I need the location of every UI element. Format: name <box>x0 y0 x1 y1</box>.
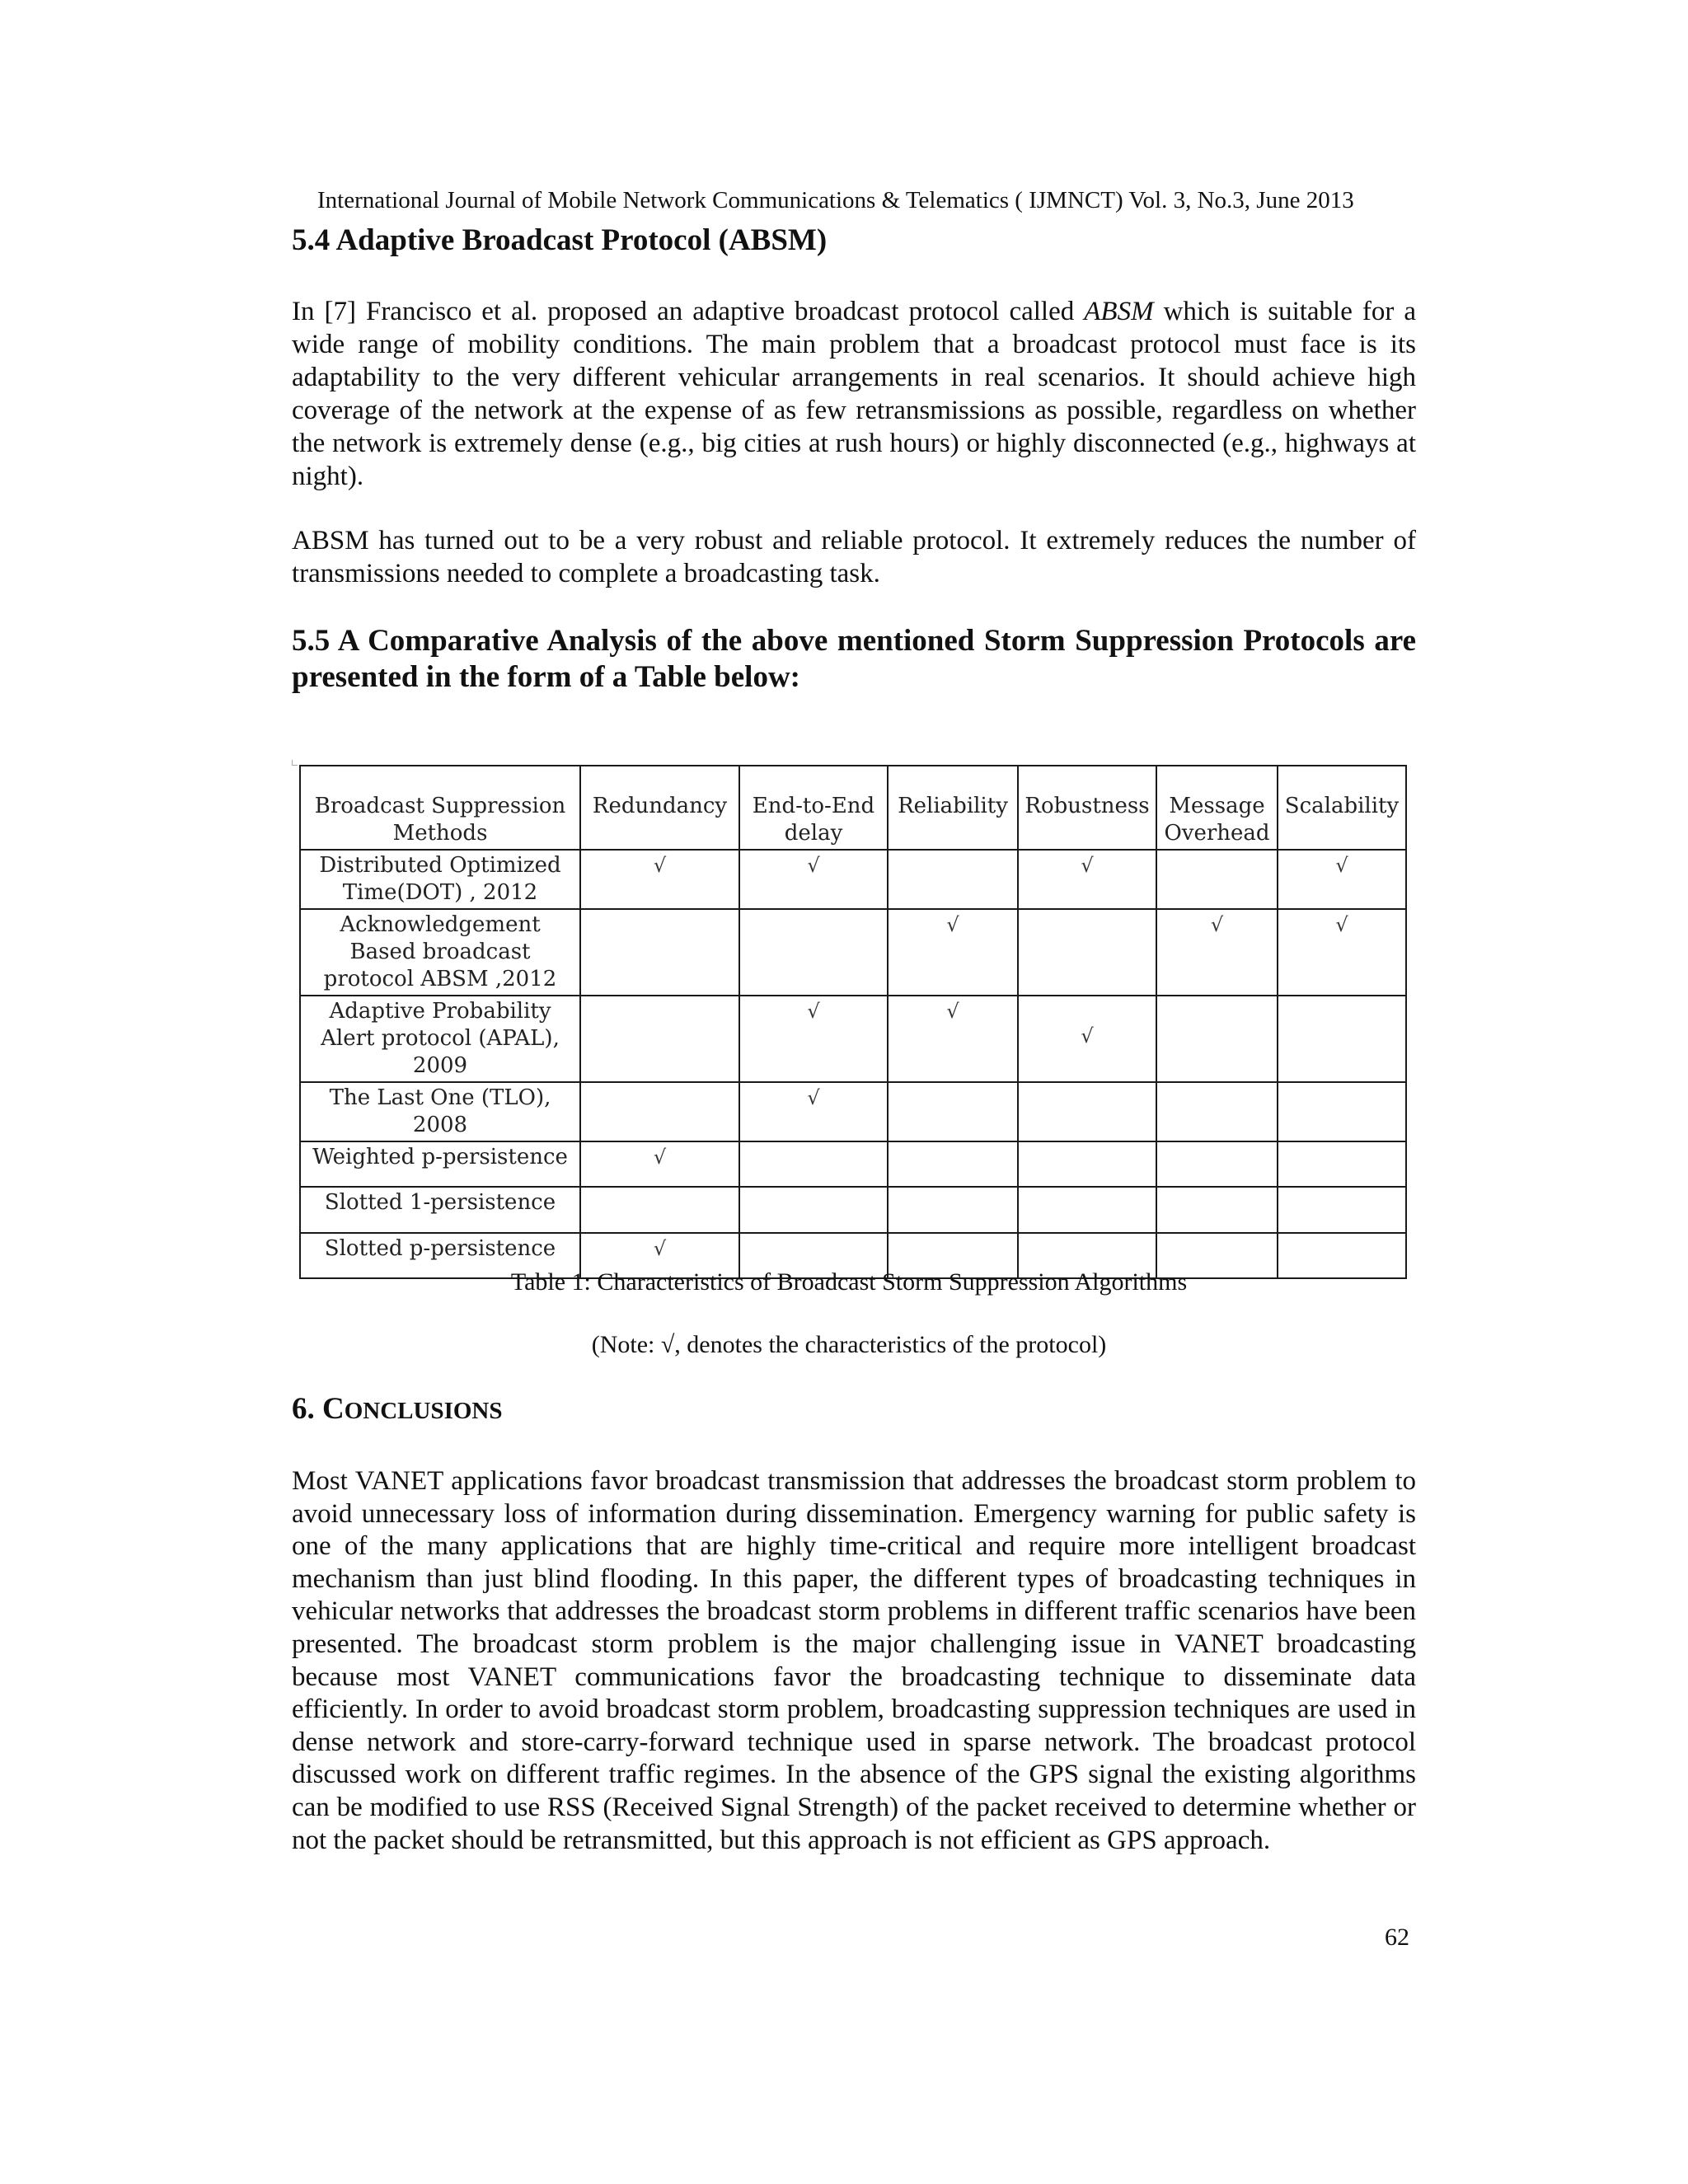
table-row <box>300 850 1406 909</box>
method-cell: The Last One (TLO), 2008 <box>300 1082 580 1141</box>
comparison-table-container <box>299 765 1405 1279</box>
check-cell: √ <box>739 996 888 1082</box>
check-cell <box>580 1187 739 1233</box>
check-cell <box>739 1187 888 1233</box>
check-cell <box>1278 1187 1406 1233</box>
check-cell <box>580 1082 739 1141</box>
section-heading-5-5: 5.5 A Comparative Analysis of the above mentioned Storm Suppression Protocols are presented in the form of a Table below: <box>292 624 1416 694</box>
absm-emphasis: ABSM <box>1084 297 1154 326</box>
paragraph-absm-intro-rest: which is suitable for a wide range of mobility conditions. The main problem that a broadcast protocol must face is its adaptability to the very different vehicular arrangements in real scenarios. It should achieve high coverage of the network at the expense of as few retransmissions as possible, regardless on whether the network is extremely dense (e.g., big cities at rush hours) or highly disconnected (e.g., highways at night). <box>292 297 1416 491</box>
table-header-row <box>300 766 1406 850</box>
paragraph-absm-robust: ABSM has turned out to be a very robust and reliable protocol. It extremely reduces the number of transmissions needed to complete a broadcasting task. <box>292 526 1416 588</box>
check-cell <box>580 996 739 1082</box>
method-cell: Acknowledgement Based broadcast protocol ABSM ,2012 <box>300 909 580 996</box>
paragraph-absm-intro-start: In [7] Francisco et al. proposed an adaptive broadcast protocol called <box>292 297 1085 326</box>
check-cell <box>1156 996 1278 1082</box>
table-caption: Table 1: Characteristics of Broadcast Storm Suppression Algorithms <box>510 1268 1188 1296</box>
table-row <box>300 1082 1406 1141</box>
method-cell: Adaptive Probability Alert protocol (APAL), 2009 <box>300 996 580 1082</box>
conclusions-heading-rest: ONCLUSIONS <box>344 1398 503 1424</box>
check-cell <box>1278 1233 1406 1278</box>
check-cell <box>1278 1082 1406 1141</box>
section-heading-5-4: 5.4 Adaptive Broadcast Protocol (ABSM) <box>292 223 828 257</box>
conclusions-heading-start: 6. C <box>292 1392 345 1426</box>
table-note: (Note: √, denotes the characteristics of the protocol) <box>591 1331 1107 1358</box>
paragraph-conclusions: Most VANET applications favor broadcast transmission that addresses the broadcast storm problem to avoid unnecessary loss of information during dissemination. Emergency warning for public safety is one of the many applications that are highly time-critical and require more intelligent broadcast mechanism than just blind flooding. In this paper, the different types of broadcasting techniques in vehicular networks that addresses the broadcast storm problems in different traffic scenarios have been presented. The broadcast storm problem is the major challenging issue in VANET broadcasting because most VANET communications favor the broadcasting technique to disseminate data efficiently. In order to avoid broadcast storm problem, broadcasting suppression techniques are used in dense network and store-carry-forward technique used in sparse network. The broadcast protocol discussed work on different traffic regimes. In the absence of the GPS signal the existing algorithms can be modified to use RSS (Received Signal Strength) of the packet received to determine whether or not the packet should be retransmitted, but this approach is not efficient as GPS approach. <box>292 1466 1416 1855</box>
header-message-overhead: Message Overhead <box>1156 766 1278 850</box>
header-robustness: Robustness <box>1018 766 1156 850</box>
check-cell: √ <box>580 850 739 909</box>
table-row <box>300 909 1406 996</box>
table-row <box>300 996 1406 1082</box>
check-cell <box>739 909 888 996</box>
header-redundancy: Redundancy <box>580 766 739 850</box>
check-cell: √ <box>1278 909 1406 996</box>
check-cell <box>1156 1141 1278 1187</box>
check-cell <box>1156 1187 1278 1233</box>
header-scalability: Scalability <box>1278 766 1406 850</box>
check-cell <box>888 1187 1018 1233</box>
check-cell: √ <box>580 1233 739 1278</box>
paragraph-absm-intro <box>292 295 1416 493</box>
check-cell: √ <box>580 1141 739 1187</box>
check-cell <box>888 850 1018 909</box>
header-end-to-end-delay: End-to-End delay <box>739 766 888 850</box>
check-cell <box>1018 1187 1156 1233</box>
check-cell <box>888 1141 1018 1187</box>
check-cell <box>1156 1082 1278 1141</box>
check-cell: √ <box>888 909 1018 996</box>
section-heading-conclusions <box>292 1391 1416 1429</box>
check-cell <box>1018 1082 1156 1141</box>
check-cell: √ <box>1018 850 1156 909</box>
check-cell <box>1278 996 1406 1082</box>
page-number: 62 <box>1385 1924 1409 1951</box>
table-row <box>300 1187 1406 1233</box>
running-header: International Journal of Mobile Network Communications & Telematics ( IJMNCT) Vol. 3, No.3, June 2013 <box>317 187 1354 213</box>
check-cell <box>1018 909 1156 996</box>
comparison-table <box>299 765 1407 1279</box>
check-cell <box>888 1082 1018 1141</box>
check-cell <box>1018 1141 1156 1187</box>
check-cell: √ <box>1278 850 1406 909</box>
check-cell: √ <box>888 996 1018 1082</box>
check-cell: √ <box>1156 909 1278 996</box>
check-cell <box>580 909 739 996</box>
check-cell <box>739 1141 888 1187</box>
check-cell: √ <box>1018 996 1156 1082</box>
method-cell: Distributed Optimized Time(DOT) , 2012 <box>300 850 580 909</box>
method-cell: Weighted p-persistence <box>300 1141 580 1187</box>
check-cell <box>1156 850 1278 909</box>
table-corner-mark <box>292 760 298 766</box>
check-cell <box>1278 1141 1406 1187</box>
method-cell: Slotted 1-persistence <box>300 1187 580 1233</box>
check-cell: √ <box>739 850 888 909</box>
check-cell: √ <box>739 1082 888 1141</box>
table-row <box>300 1141 1406 1187</box>
header-methods: Broadcast Suppression Methods <box>300 766 580 850</box>
method-cell: Slotted p-persistence <box>300 1233 580 1278</box>
header-reliability: Reliability <box>888 766 1018 850</box>
